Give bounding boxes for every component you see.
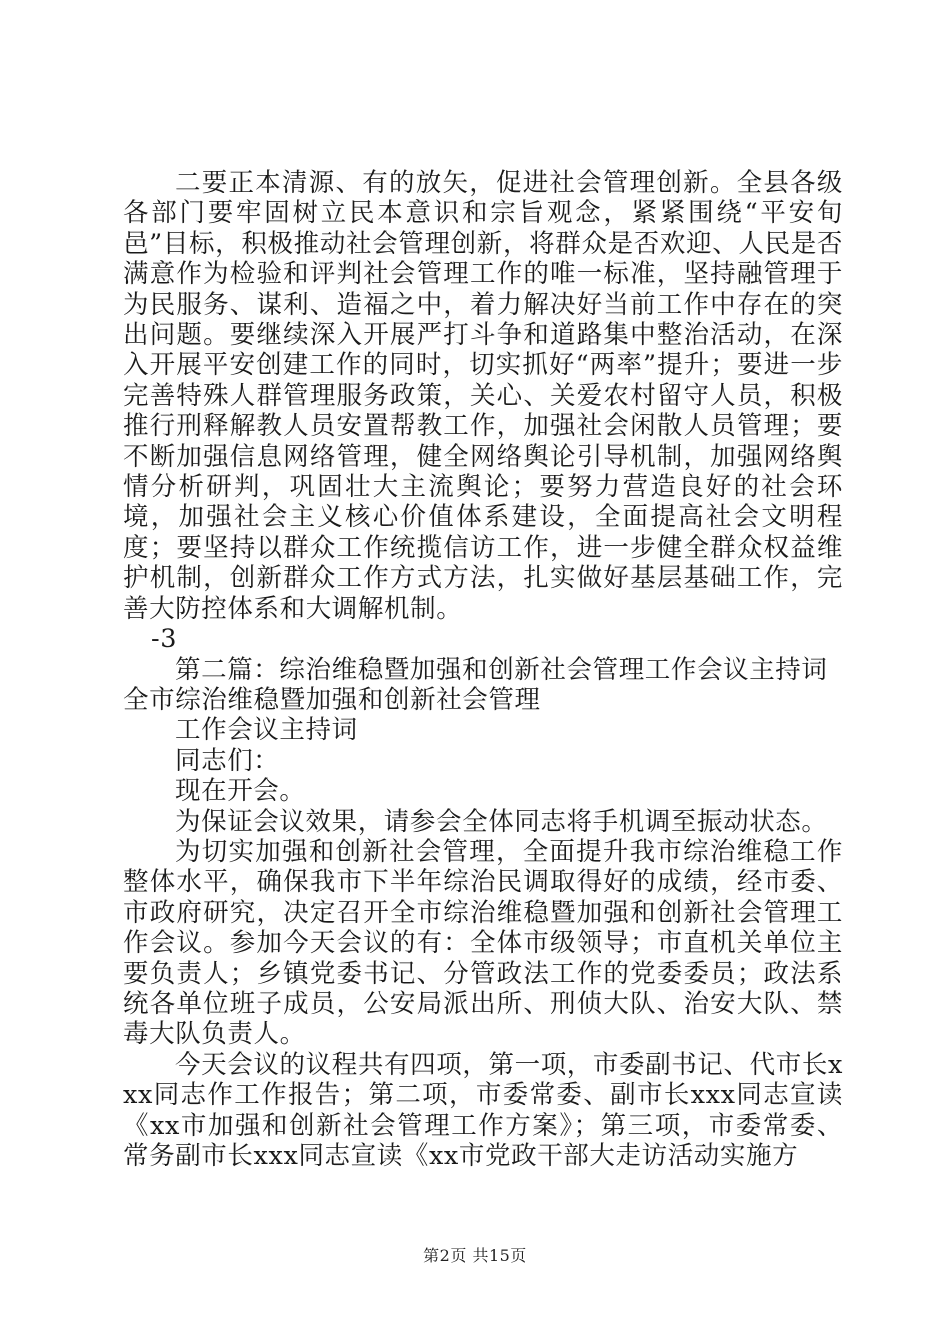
salutation: 同志们： — [175, 745, 280, 776]
section-heading-part-two: 第二篇：综治维稳暨加强和创新社会管理工作会议主持词 — [175, 654, 828, 685]
page-footer: 第2页 共15页 — [423, 1246, 527, 1265]
document-body — [123, 168, 843, 1171]
meeting-title-line-1: 全市综治维稳暨加强和创新社会管理 — [123, 684, 541, 715]
paragraph-meeting-purpose: 为切实加强和创新社会管理，全面提升我市综治维稳工作整体水平，确保我市下半年综治民调取得好的成绩，经市委、市政府研究，决定召开全市综治维稳暨加强和创新社会管理工作会议。参加今天会议的有：全体市级领导；市直机关单位主要负责人；乡镇党委书记、分管政法工作的党委委员；政法系统各单位班子成员，公安局派出所、刑侦大队、治安大队、禁毒大队负责人。 — [123, 836, 843, 1050]
paragraph-social-management-innovation: 二要正本清源、有的放矢，促进社会管理创新。全县各级各部门要牢固树立民本意识和宗旨观念，紧紧围绕“平安旬邑”目标，积极推动社会管理创新，将群众是否欢迎、人民是否满意作为检验和评判社会管理工作的唯一标准，坚持融管理于为民服务、谋利、造福之中，着力解决好当前工作中存在的突出问题。要继续深入开展严打斗争和道路集中整治活动，在深入开展平安创建工作的同时，切实抓好“两率”提升；要进一步完善特殊人群管理服务政策，关心、关爱农村留守人员，积极推行刑释解教人员安置帮教工作，加强社会闲散人员管理；要不断加强信息网络管理，健全网络舆论引导机制，加强网络舆情分析研判，巩固壮大主流舆论；要努力营造良好的社会环境，加强社会主义核心价值体系建设，全面提高社会文明程度；要坚持以群众工作统揽信访工作，进一步健全群众权益维护机制，创新群众工作方式方法，扎实做好基层基础工作，完善大防控体系和大调解机制。 — [123, 168, 843, 624]
previous-page-number: -3 — [151, 624, 178, 655]
paragraph-meeting-agenda: 今天会议的议程共有四项，第一项，市委副书记、代市长xxx同志作工作报告；第二项，市委常委、副市长xxx同志宣读《xx市加强和创新社会管理工作方案》；第三项，市委常委、常务副市长xxx同志宣读《xx市党政干部大走访活动实施方 — [123, 1049, 843, 1171]
meeting-title-line-2: 工作会议主持词 — [175, 715, 358, 746]
meeting-opening: 现在开会。 — [175, 776, 306, 807]
phone-notice: 为保证会议效果，请参会全体同志将手机调至振动状态。 — [175, 806, 828, 837]
